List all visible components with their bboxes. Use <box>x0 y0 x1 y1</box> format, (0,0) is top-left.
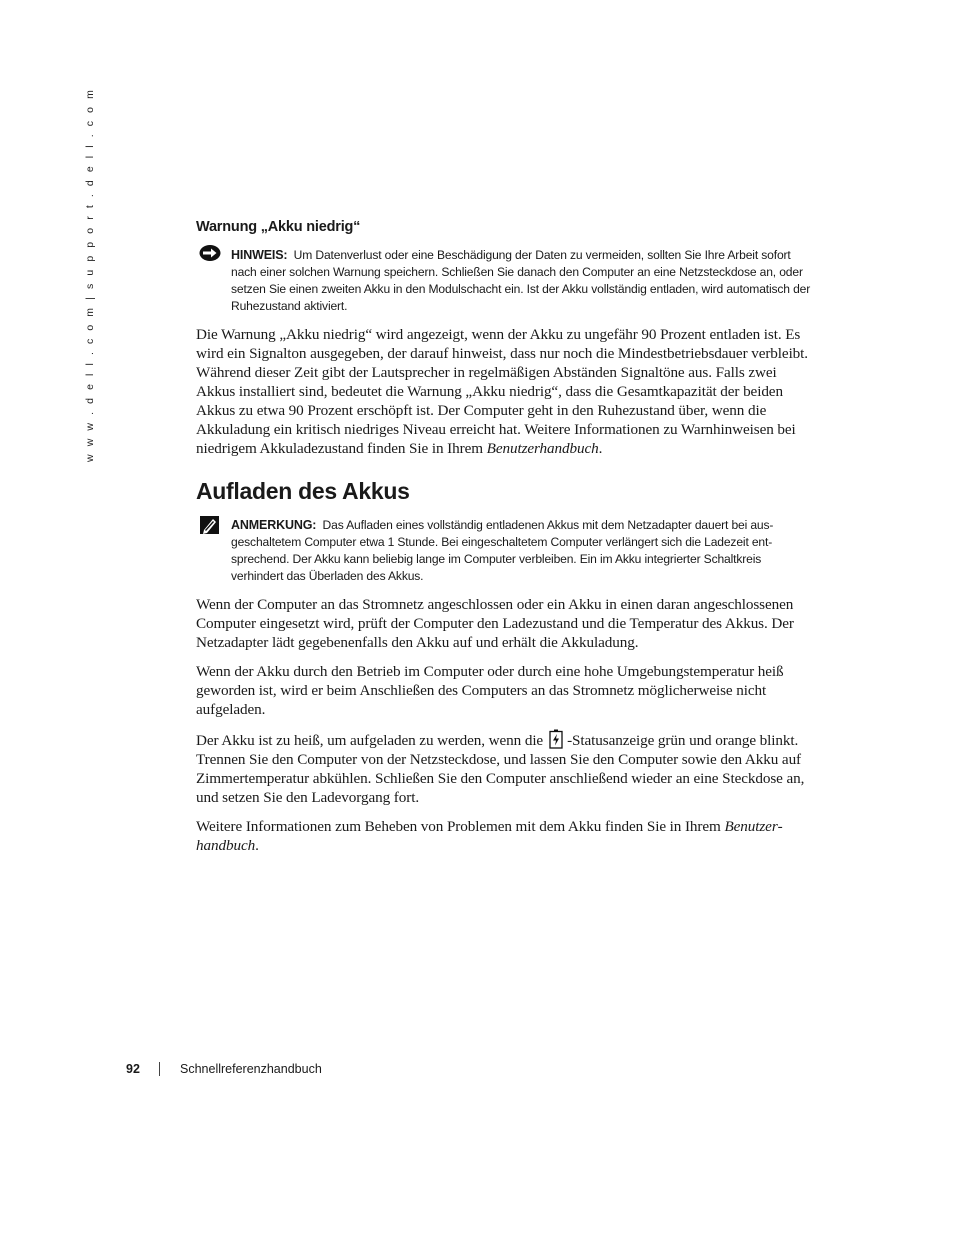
notice-arrow-icon <box>199 244 221 266</box>
notice-text: Um Datenverlust oder eine Beschädigung der Daten zu vermeiden, sollten Sie Ihre Arbeit sofort nach einer solchen Warnung speichern. Schließen Sie danach den Computer an eine Netzsteckdose an, oder setzen Sie einen zweiten Akku in den Modulschacht ein. Ist der Akku vollständig entladen, wird automatisch der Ruhezustand aktiviert. <box>231 248 811 313</box>
paragraph-end: . <box>598 440 603 457</box>
side-url: w w w . d e l l . c o m | s u p p o r t . d e l l . c o m <box>84 87 96 462</box>
low-battery-paragraph <box>196 325 816 458</box>
paragraph-text: Weitere Informationen zum Beheben von Problemen mit dem Akku finden Sie in Ihrem <box>196 818 725 835</box>
note-text: Das Aufladen eines vollständig entladenen Akkus mit dem Netzadapter dauert bei ausgeschaltetem Computer etwa 1 Stunde. Bei eingeschaltetem Computer verlängert sich die Ladezeit entsprechend. Der Akku kann beliebig lange im Computer verbleiben. Ein im Akku integrierter Schaltkreis verhindert das Überladen des Akkus. <box>231 518 774 583</box>
paragraph-text: Die Warnung „Akku niedrig“ wird angezeigt, wenn der Akku zu ungefähr 90 Prozent entladen ist. Es wird ein Signalton ausgegeben, der darauf hinweist, dass nur noch die Mindestbetriebsdauer verbleibt. Während dieser Zeit gibt der Lautsprecher in regelmäßigen Abständen Signaltöne aus. Falls zwei Akkus installiert sind, bedeutet die Warnung „Akku niedrig“, dass die Gesamtkapazität der beiden Akkus zu etwa 90 Prozent erschöpft ist. Der Computer geht in den Ruhezustand über, wenn die Akkuladung ein kritisch niedriges Niveau erreicht hat. Weitere Informationen zu Warnhinweisen bei niedrigem Akkuladezustand finden Sie in Ihrem <box>196 326 808 457</box>
paragraph-text: -Statusanzeige grün und orange blinkt. Trennen Sie den Computer von der Netzsteckdose, und lassen Sie den Computer sowie den Akku auf Zimmertemperatur abkühlen. Schließen Sie den Computer anschließend wieder an eine Steckdose an, und setzen Sie den Ladevorgang fort. <box>196 732 805 806</box>
user-guide-reference: Benutzerhandbuch <box>196 818 783 854</box>
page-content <box>196 219 816 865</box>
footer-title: Schnellreferenzhandbuch <box>180 1062 322 1076</box>
note-label: ANMERKUNG: <box>231 518 317 532</box>
paragraph-text: Der Akku ist zu heiß, um aufgeladen zu werden, wenn die <box>196 732 544 749</box>
section-heading-charging: Aufladen des Akkus <box>196 478 410 504</box>
charging-paragraph-3 <box>196 729 816 807</box>
section-heading-low-battery: Warnung „Akku niedrig“ <box>196 219 361 235</box>
note-pencil-icon <box>199 514 221 536</box>
battery-status-icon <box>549 729 563 749</box>
user-guide-reference: Benutzerhandbuch <box>486 440 599 457</box>
notice-label: HINWEIS: <box>231 248 288 262</box>
note-box <box>196 517 816 585</box>
page-number: 92 <box>126 1062 140 1076</box>
charging-paragraph-4 <box>196 817 816 855</box>
charging-paragraph-2: Wenn der Akku durch den Betrieb im Computer oder durch eine hohe Umgebungstemperatur heiß geworden ist, wird er beim Anschließen des Computers an das Stromnetz möglicherweise nicht aufgeladen. <box>196 663 784 718</box>
notice-box <box>196 247 816 315</box>
page-footer <box>126 1062 322 1076</box>
footer-separator <box>159 1062 160 1076</box>
paragraph-end: . <box>255 837 259 854</box>
charging-paragraph-1: Wenn der Computer an das Stromnetz angeschlossen oder ein Akku in einen daran angeschlossenen Computer eingesetzt wird, prüft der Computer den Ladezustand und die Temperatur des Akkus. Der Netzadapter lädt gegebenenfalls den Akku auf und erhält die Akkuladung. <box>196 596 794 651</box>
